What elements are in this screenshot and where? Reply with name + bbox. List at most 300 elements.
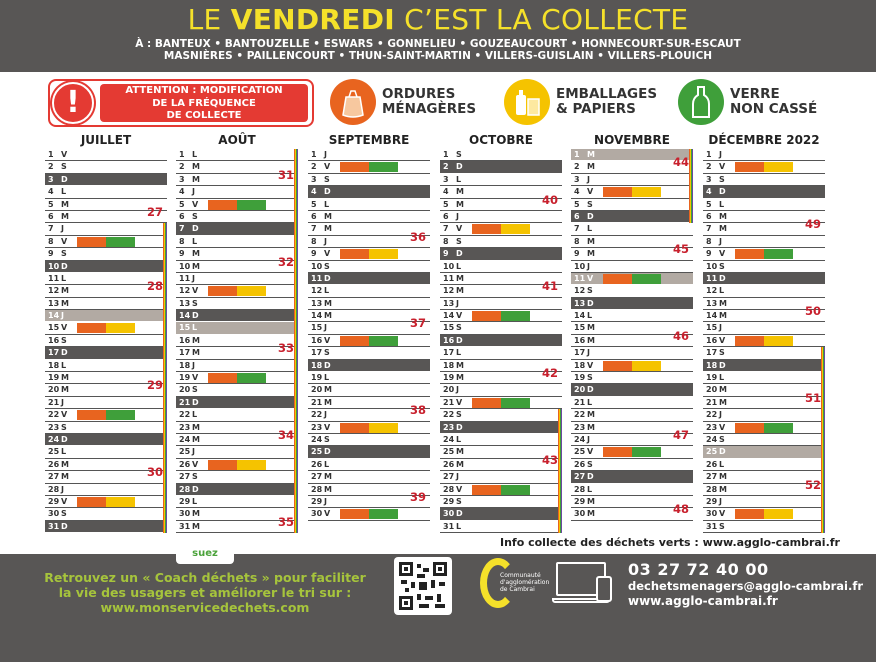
day-letter: V (587, 360, 594, 370)
day-row (308, 186, 430, 198)
day-number: 24 (706, 434, 718, 444)
day-letter: V (456, 311, 463, 321)
emballages-collection-mark (237, 286, 266, 296)
day-number: 30 (311, 509, 323, 519)
ordures-collection-mark (472, 311, 501, 321)
day-letter: L (61, 360, 67, 370)
day-row (176, 223, 298, 235)
day-number: 13 (179, 298, 191, 308)
day-row (308, 285, 430, 297)
day-letter: S (587, 373, 593, 383)
day-letter: M (192, 261, 200, 271)
day-number: 15 (706, 323, 718, 333)
day-letter: M (324, 472, 332, 482)
exclamation-icon: ! (52, 82, 94, 124)
day-row (440, 471, 562, 483)
day-row (571, 409, 693, 421)
day-number: 20 (179, 385, 191, 395)
day-row (176, 322, 298, 334)
day-number: 9 (179, 249, 185, 259)
day-letter: D (456, 422, 463, 432)
day-letter: D (61, 174, 68, 184)
day-number: 11 (179, 273, 191, 283)
day-row (45, 248, 167, 260)
day-row (45, 310, 167, 322)
day-letter: S (456, 150, 462, 159)
day-number: 25 (311, 447, 323, 457)
day-letter: S (456, 410, 462, 420)
day-number: 1 (179, 150, 185, 159)
day-number: 16 (179, 335, 191, 345)
day-number: 17 (48, 348, 60, 358)
day-list (571, 149, 693, 521)
day-row (440, 248, 562, 260)
ordures-collection-mark (603, 187, 632, 197)
day-letter: L (61, 273, 67, 283)
coach-text (40, 570, 370, 615)
agglo-line-3: de Cambrai (500, 586, 535, 593)
week-number: 30 (146, 465, 163, 480)
day-number: 23 (443, 422, 455, 432)
day-row (176, 397, 298, 409)
day-number: 25 (706, 447, 718, 457)
day-number: 31 (179, 521, 191, 531)
day-letter: M (587, 509, 595, 519)
website-link[interactable]: www.agglo-cambrai.fr (628, 594, 778, 608)
day-row (45, 347, 167, 359)
day-row (45, 360, 167, 372)
day-letter: S (192, 211, 198, 221)
day-row (440, 192, 562, 211)
day-letter: M (61, 199, 69, 209)
day-letter: J (456, 472, 459, 482)
verre-collection-mark (764, 249, 793, 259)
day-letter: S (587, 286, 593, 296)
day-number: 10 (574, 261, 586, 271)
day-row (45, 409, 167, 421)
week-number: 52 (804, 477, 821, 492)
day-letter: J (61, 311, 64, 321)
verre-collection-mark (106, 410, 135, 420)
day-letter: V (61, 323, 68, 333)
day-letter: J (719, 236, 722, 246)
month-name: SEPTEMBRE (328, 133, 410, 147)
ordures-collection-mark (735, 509, 764, 519)
day-number: 17 (179, 348, 191, 358)
day-letter: D (324, 273, 331, 283)
week-number: 33 (277, 341, 294, 356)
title-post: C’EST LA COLLECTE (394, 3, 689, 36)
day-letter: M (61, 373, 69, 383)
day-letter: S (192, 385, 198, 395)
day-number: 18 (574, 360, 586, 370)
day-row (571, 199, 693, 211)
day-number: 6 (311, 211, 317, 221)
day-row (703, 372, 825, 384)
bottle-carton-icon (504, 79, 550, 125)
day-number: 6 (179, 211, 185, 221)
day-letter: V (719, 249, 726, 259)
day-row (571, 310, 693, 322)
day-row (440, 223, 562, 235)
day-row (571, 384, 693, 396)
verre-collection-mark (632, 447, 661, 457)
day-list (45, 149, 167, 533)
ordures-collection-mark (603, 361, 632, 371)
day-number: 3 (311, 174, 317, 184)
contact-info (628, 560, 863, 609)
day-letter: V (587, 187, 594, 197)
day-letter: L (456, 434, 462, 444)
day-number: 21 (443, 397, 455, 407)
month-name: JUILLET (80, 133, 132, 147)
month-name: NOVEMBRE (594, 133, 670, 147)
day-letter: S (324, 348, 330, 358)
day-number: 18 (311, 360, 323, 370)
day-row (440, 335, 562, 347)
day-number: 20 (48, 385, 60, 395)
day-letter: M (324, 484, 332, 494)
day-number: 7 (311, 224, 317, 234)
day-number: 8 (706, 236, 712, 246)
day-number: 5 (179, 199, 185, 209)
day-letter: D (719, 273, 726, 283)
frequency-change-bar (689, 149, 693, 223)
day-row (176, 149, 298, 161)
day-row (571, 285, 693, 297)
day-letter: D (587, 211, 594, 221)
day-number: 7 (179, 224, 185, 234)
day-number: 26 (706, 459, 718, 469)
day-number: 2 (179, 162, 185, 172)
week-number: 50 (804, 304, 821, 319)
day-number: 19 (311, 373, 323, 383)
day-letter: J (192, 360, 195, 370)
day-number: 13 (311, 298, 323, 308)
day-letter: M (719, 224, 727, 234)
day-row (45, 397, 167, 409)
coach-line-2: la vie des usagers et améliorer le tri sur : (58, 585, 352, 600)
day-letter: M (456, 459, 464, 469)
day-letter: V (719, 162, 726, 172)
page-title (0, 3, 876, 37)
day-number: 9 (574, 249, 580, 259)
day-row (703, 434, 825, 446)
day-letter: M (456, 447, 464, 457)
day-letter: V (192, 199, 199, 209)
alert-line-2: DE LA FRÉQUENCE (152, 97, 256, 109)
day-number: 27 (443, 472, 455, 482)
day-row (703, 322, 825, 334)
month-name: AOÛT (218, 133, 256, 147)
verre-collection-mark (237, 373, 266, 383)
day-number: 25 (443, 447, 455, 457)
day-letter: D (719, 187, 726, 197)
day-letter: L (324, 373, 330, 383)
day-number: 10 (311, 261, 323, 271)
day-number: 11 (48, 273, 60, 283)
emballages-collection-mark (369, 423, 398, 433)
day-letter: M (324, 397, 332, 407)
day-number: 29 (179, 496, 191, 506)
day-letter: D (61, 521, 68, 531)
day-number: 11 (574, 273, 586, 283)
day-letter: V (324, 249, 331, 259)
day-letter: J (456, 211, 459, 221)
day-letter: S (61, 162, 67, 172)
day-row (440, 508, 562, 520)
day-number: 12 (48, 286, 60, 296)
day-row (45, 422, 167, 434)
day-row (176, 254, 298, 273)
alert-line-3: DE COLLECTE (166, 110, 242, 121)
day-letter: V (456, 224, 463, 234)
day-number: 5 (48, 199, 54, 209)
ordures-collection-mark (208, 200, 237, 210)
day-row (703, 149, 825, 161)
day-number: 30 (574, 509, 586, 519)
day-number: 13 (574, 298, 586, 308)
day-number: 22 (48, 410, 60, 420)
day-letter: V (719, 422, 726, 432)
day-number: 24 (574, 434, 586, 444)
day-letter: D (456, 249, 463, 259)
day-row (45, 484, 167, 496)
week-number: 39 (409, 489, 426, 504)
day-number: 24 (443, 434, 455, 444)
day-letter: V (587, 273, 594, 283)
agglo-cambrai-logo (476, 556, 556, 612)
day-row (571, 186, 693, 198)
day-row (176, 471, 298, 483)
day-row (308, 149, 430, 161)
day-number: 23 (179, 422, 191, 432)
emballages-collection-mark (369, 249, 398, 259)
day-row (571, 502, 693, 520)
day-row (571, 261, 693, 273)
day-letter: J (719, 410, 722, 420)
day-letter: L (192, 496, 198, 506)
title-pre: LE (187, 3, 231, 36)
day-letter: M (719, 397, 727, 407)
day-number: 10 (179, 261, 191, 271)
day-number: 24 (311, 434, 323, 444)
day-row (308, 508, 430, 520)
alert-text (100, 84, 308, 122)
day-letter: J (587, 434, 590, 444)
day-letter: V (192, 373, 199, 383)
day-number: 6 (48, 211, 54, 221)
week-number: 42 (541, 366, 558, 381)
day-letter: L (719, 286, 725, 296)
day-letter: M (61, 385, 69, 395)
day-row (45, 434, 167, 446)
day-number: 22 (574, 410, 586, 420)
day-letter: S (719, 348, 725, 358)
day-row (703, 422, 825, 434)
day-number: 4 (179, 187, 185, 197)
day-number: 8 (311, 236, 317, 246)
day-row (45, 446, 167, 458)
day-number: 13 (443, 298, 455, 308)
day-letter: V (61, 236, 68, 246)
ordures-collection-mark (735, 336, 764, 346)
day-row (703, 199, 825, 211)
day-row (440, 384, 562, 396)
day-row (308, 248, 430, 260)
day-letter: D (61, 434, 68, 444)
day-letter: M (324, 385, 332, 395)
day-number: 3 (574, 174, 580, 184)
day-row (45, 335, 167, 347)
day-number: 28 (574, 484, 586, 494)
day-letter: M (61, 459, 69, 469)
day-letter: J (61, 224, 64, 234)
day-row (45, 298, 167, 310)
day-letter: L (587, 484, 593, 494)
legend-verre-label (730, 87, 817, 117)
verre-collection-mark (501, 398, 530, 408)
day-letter: M (324, 311, 332, 321)
day-row (176, 167, 298, 186)
day-letter: D (719, 360, 726, 370)
day-letter: L (192, 410, 198, 420)
coach-link[interactable]: www.monservicedechets.com (100, 600, 310, 615)
day-letter: D (456, 162, 463, 172)
day-number: 14 (179, 311, 191, 321)
day-number: 31 (706, 521, 718, 531)
frequency-change-bar (821, 347, 825, 533)
ordures-collection-mark (472, 398, 501, 408)
day-row (308, 459, 430, 471)
day-row (308, 446, 430, 458)
day-number: 22 (179, 410, 191, 420)
day-number: 17 (706, 348, 718, 358)
day-letter: S (192, 298, 198, 308)
day-row (703, 508, 825, 520)
day-letter: M (587, 150, 595, 159)
day-number: 19 (574, 373, 586, 383)
ordures-collection-mark (77, 323, 106, 333)
week-number: 35 (277, 514, 294, 529)
day-letter: D (587, 385, 594, 395)
qr-code-icon (399, 562, 447, 610)
day-row (176, 298, 298, 310)
day-row (571, 471, 693, 483)
day-number: 29 (706, 496, 718, 506)
agglo-logo-text (500, 572, 549, 593)
day-number: 19 (179, 373, 191, 383)
day-letter: M (719, 211, 727, 221)
day-number: 18 (179, 360, 191, 370)
week-number: 41 (541, 279, 558, 294)
ordures-collection-mark (77, 410, 106, 420)
day-number: 26 (443, 459, 455, 469)
ordures-collection-mark (208, 286, 237, 296)
day-number: 19 (706, 373, 718, 383)
day-number: 9 (443, 249, 449, 259)
day-number: 1 (443, 150, 449, 159)
day-number: 30 (443, 509, 455, 519)
day-number: 30 (48, 509, 60, 519)
day-number: 5 (311, 199, 317, 209)
day-letter: D (456, 335, 463, 345)
day-number: 17 (443, 348, 455, 358)
day-number: 31 (48, 521, 60, 531)
day-letter: M (192, 521, 200, 531)
day-letter: M (192, 422, 200, 432)
day-number: 15 (443, 323, 455, 333)
day-number: 29 (443, 496, 455, 506)
day-row (703, 273, 825, 285)
day-letter: D (324, 187, 331, 197)
day-row (308, 298, 430, 310)
day-letter: V (719, 335, 726, 345)
email-link[interactable]: dechetsmenagers@agglo-cambrai.fr (628, 579, 864, 593)
day-number: 7 (706, 224, 712, 234)
ordures-collection-mark (77, 497, 106, 507)
day-number: 27 (574, 472, 586, 482)
towns-line-1: À : BANTEUX • BANTOUZELLE • ESWARS • GONNELIEU • GOUZEAUCOURT • HONNECOURT-SUR-ESCAUT (135, 38, 741, 50)
qr-code[interactable] (394, 557, 452, 615)
legend-verre-line-2: NON CASSÉ (730, 101, 818, 117)
week-number: 34 (277, 427, 294, 442)
day-number: 11 (311, 273, 323, 283)
day-letter: J (324, 150, 327, 159)
day-letter: M (192, 335, 200, 345)
day-row (703, 236, 825, 248)
phone-number[interactable]: 03 27 72 40 00 (628, 560, 769, 579)
day-letter: J (587, 174, 590, 184)
day-letter: S (192, 472, 198, 482)
day-row (176, 409, 298, 421)
day-letter: M (324, 211, 332, 221)
day-number: 9 (48, 249, 54, 259)
day-row (703, 285, 825, 297)
ordures-collection-mark (735, 249, 764, 259)
day-number: 5 (574, 199, 580, 209)
day-row (571, 242, 693, 260)
day-letter: M (456, 286, 464, 296)
day-row (45, 161, 167, 173)
day-row (571, 459, 693, 471)
day-number: 5 (443, 199, 449, 209)
day-letter: L (719, 459, 725, 469)
alert-box (48, 79, 314, 127)
day-letter: M (61, 211, 69, 221)
verre-collection-mark (501, 311, 530, 321)
day-row (703, 161, 825, 173)
day-row (308, 211, 430, 223)
day-row (571, 372, 693, 384)
day-row (440, 521, 562, 533)
day-row (308, 384, 430, 396)
day-number: 14 (706, 311, 718, 321)
day-letter: M (324, 298, 332, 308)
week-number: 46 (672, 328, 689, 343)
day-letter: J (324, 236, 327, 246)
day-row (440, 434, 562, 446)
day-row (176, 199, 298, 211)
legend (0, 73, 876, 131)
day-row (440, 279, 562, 297)
trash-bag-icon (330, 79, 376, 125)
day-letter: M (192, 174, 200, 184)
verre-collection-mark (632, 274, 661, 284)
day-number: 6 (574, 211, 580, 221)
ordures-collection-mark (735, 423, 764, 433)
day-row (571, 211, 693, 223)
